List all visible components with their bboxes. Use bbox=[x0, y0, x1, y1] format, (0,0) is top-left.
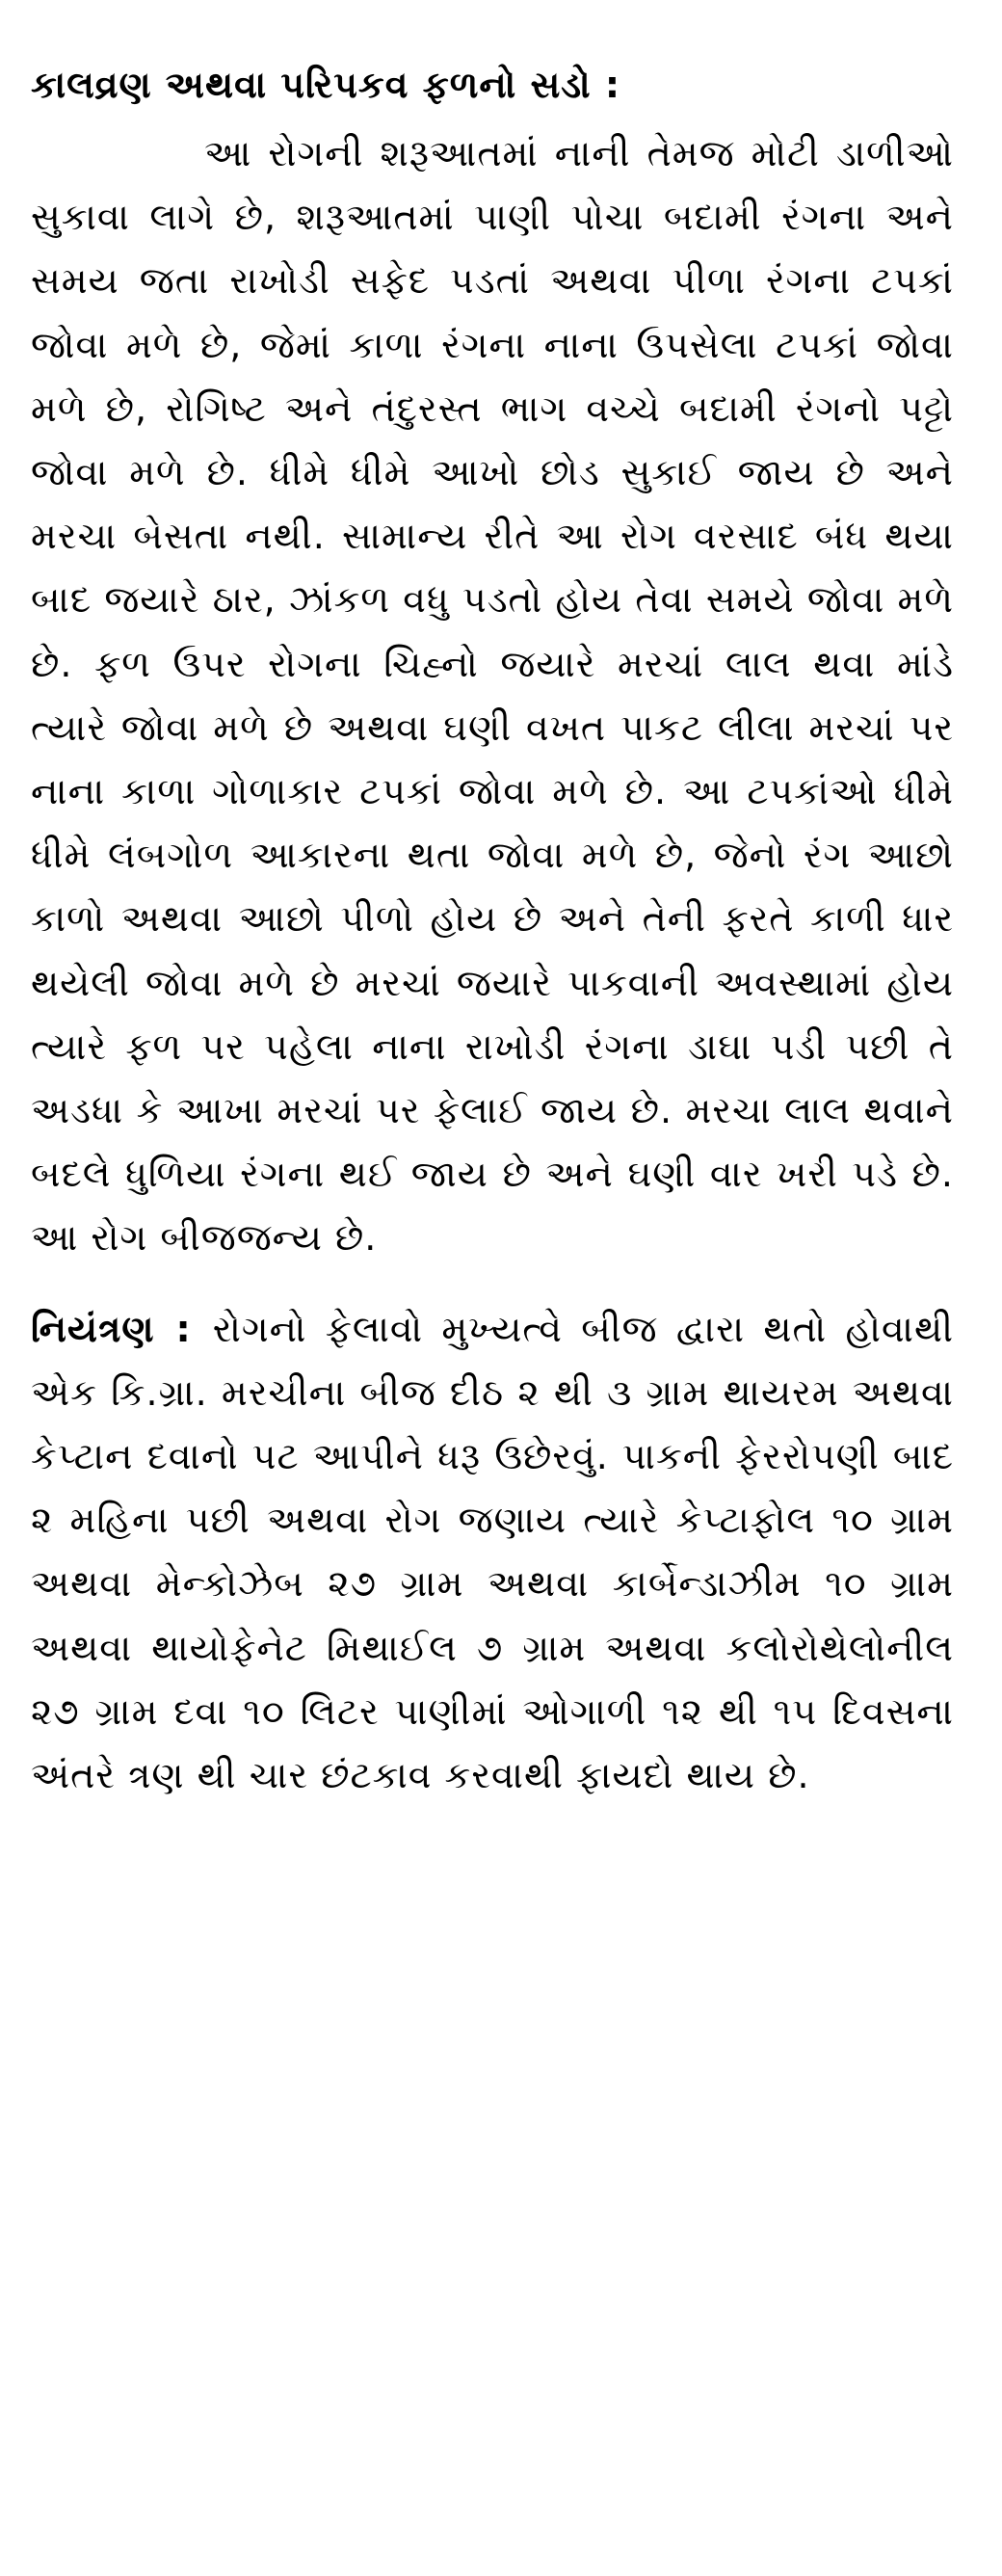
control-description: રોગનો ફેલાવો મુખ્યત્વે બીજ દ્વારા થતો હોવાથી એક કિ.ગ્રા. મરચીના બીજ દીઠ ૨ થી ૩ ગ્રામ થાયરમ અથવા કેપ્ટાન દવાનો પટ આપીને ધરૂ ઉછેરવું. પાકની ફેરરોપણી બાદ ૨ મહિના પછી અથવા રોગ જણાય ત્યારે કેપ્ટાફોલ ૧૦ ગ્રામ અથવા મેન્કોઝેબ ૨૭ ગ્રામ અથવા કાર્બેન્ડાઝીમ ૧૦ ગ્રામ અથવા થાયોફેનેટ મિથાઈલ ૭ ગ્રામ અથવા કલોરોથેલોનીલ ૨૭ ગ્રામ દવા ૧૦ લિટર પાણીમાં ઓગાળી ૧૨ થી ૧૫ દિવસના અંતરે ત્રણ થી ચાર છંટકાવ કરવાથી ફાયદો થાય છે. bbox=[31, 1307, 954, 1797]
control-label: નિયંત્રણ bbox=[31, 1307, 155, 1350]
disease-description: આ રોગની શરૂઆતમાં નાની તેમજ મોટી ડાળીઓ સુકાવા લાગે છે, શરૂઆતમાં પાણી પોચા બદામી રંગના અને સમય જતા રાખોડી સફેદ પડતાં અથવા પીળા રંગના ટપકાં જોવા મળે છે, જેમાં કાળા રંગના નાના ઉપસેલા ટપકાં જોવા મળે છે, રોગિષ્ટ અને તંદુરસ્ત ભાગ વચ્ચે બદામી રંગનો પટ્ટો જોવા મળે છે. ધીમે ધીમે આખો છોડ સુકાઈ જાય છે અને મરચા બેસતા નથી. સામાન્ય રીતે આ રોગ વરસાદ બંધ થયા બાદ જયારે ઠાર, ઝાંકળ વધુ પડતો હોય તેવા સમયે જોવા મળે છે. ફળ ઉપર રોગના ચિહ્નો જયારે મરચાં લાલ થવા માંડે ત્યારે જોવા મળે છે અથવા ઘણી વખત પાકટ લીલા મરચાં પર નાના કાળા ગોળાકાર ટપકાં જોવા મળે છે. આ ટપકાંઓ ધીમે ધીમે લંબગોળ આકારના થતા જોવા મળે છે, જેનો રંગ આછો કાળો અથવા આછો પીળો હોય છે અને તેની ફરતે કાળી ધાર થયેલી જોવા મળે છે મરચાં જયારે પાકવાની અવસ્થામાં હોય ત્યારે ફળ પર પહેલા નાના રાખોડી રંગના ડાઘા પડી પછી તે અડધા કે આખા મરચાં પર ફેલાઈ જાય છે. મરચા લાલ થવાને બદલે ધુળિયા રંગના થઈ જાય છે અને ઘણી વાર ખરી પડે છે. આ રોગ બીજજન્ય છે. bbox=[31, 132, 954, 1260]
paragraph-gap bbox=[31, 1270, 954, 1297]
control-paragraph bbox=[31, 1297, 954, 1808]
control-separator: : bbox=[175, 1307, 192, 1350]
section-title-anthracnose: કાલવ્રણ અથવા પરિપકવ ફળનો સડો : bbox=[31, 64, 621, 106]
